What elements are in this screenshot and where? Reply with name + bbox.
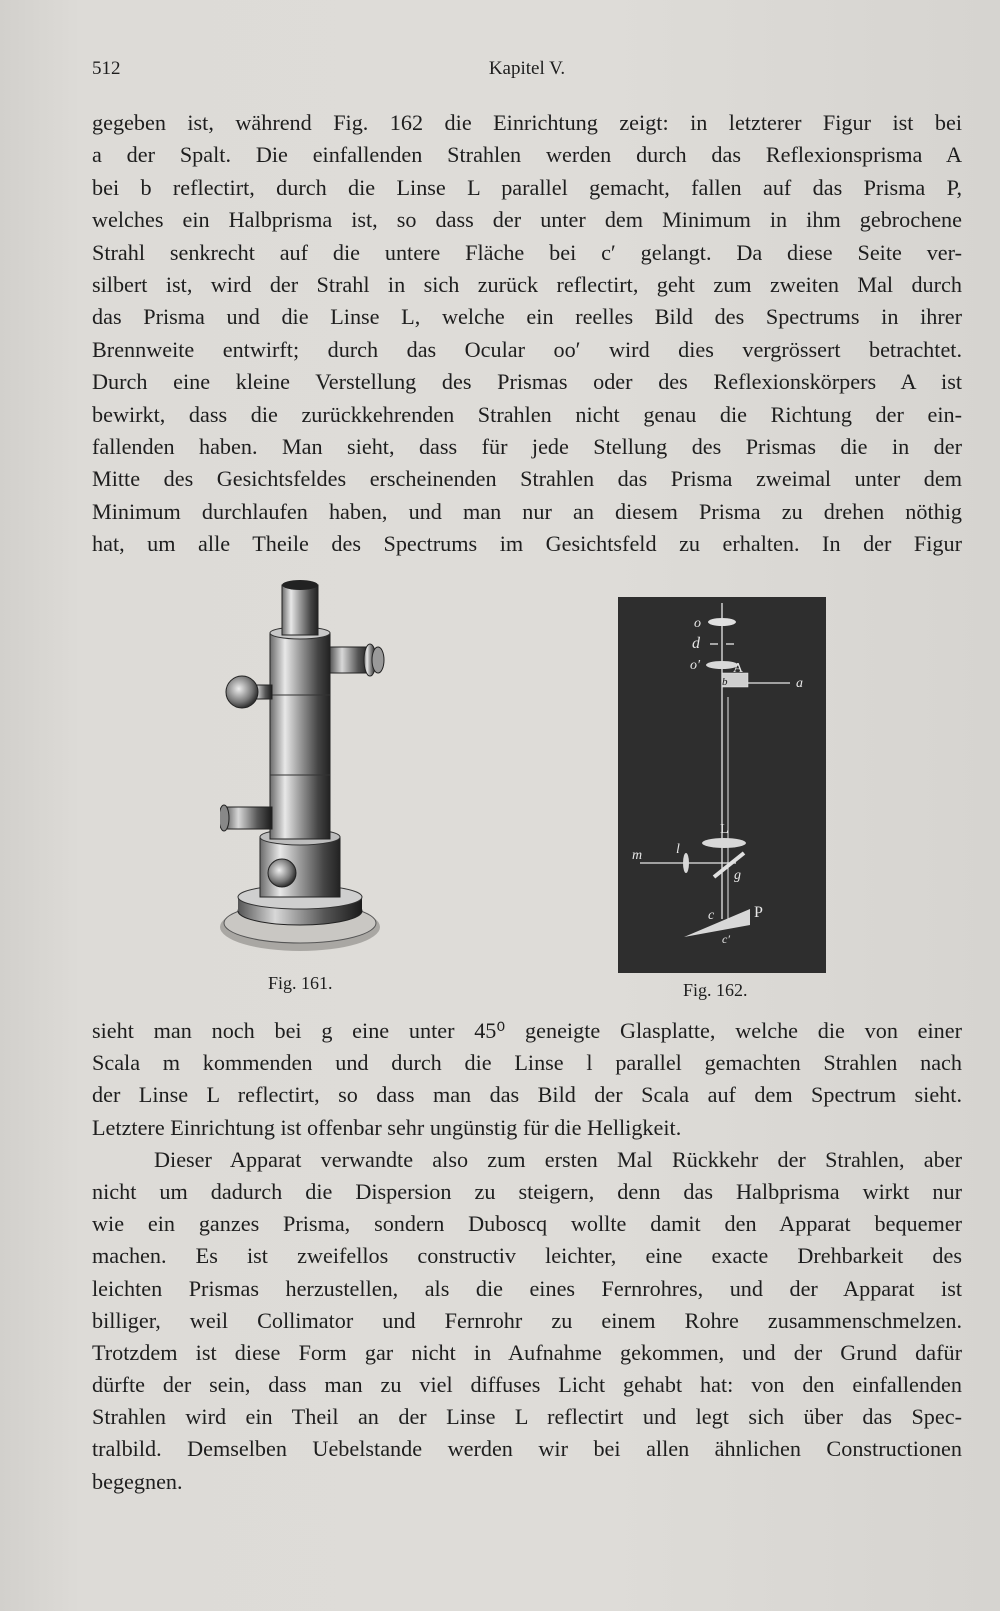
label-c: c <box>708 908 715 923</box>
text-line: welches ein Halbprisma ist, so dass der unter dem Minimum in ihm gebrochene <box>92 207 962 233</box>
text-line: fallenden haben. Man sieht, dass für jede Stellung des Prismas die in der <box>92 433 962 459</box>
label-l: l <box>676 842 680 857</box>
text-line: bewirkt, dass die zurückkehrenden Strahlen nicht genau die Richtung der ein- <box>92 401 962 427</box>
text-line: sieht man noch bei g eine unter 45⁰ geneigte Glasplatte, welche die von einer <box>92 1018 962 1043</box>
paragraph-bottom <box>92 1015 962 1498</box>
text-line: begegnen. <box>92 1468 183 1494</box>
label-A: A <box>733 661 744 676</box>
text-line: Strahlen wird ein Theil an der Linse L reflectirt und legt sich über das Spec- <box>92 1404 962 1430</box>
optical-diagram <box>618 597 826 973</box>
text-line: wie ein ganzes Prisma, sondern Duboscq wollte damit den Apparat bequemer <box>92 1211 962 1237</box>
label-m: m <box>632 848 643 863</box>
label-a: a <box>796 676 803 691</box>
label-P: P <box>754 904 763 921</box>
text-line: das Prisma und die Linse L, welche ein reelles Bild des Spectrums in ihrer <box>92 304 962 330</box>
text-line: billiger, weil Collimator und Fernrohr zu einem Rohre zusammenschmelzen. <box>92 1307 962 1333</box>
figure-161-caption: Fig. 161. <box>268 973 333 993</box>
label-d: d <box>692 635 700 652</box>
text-line: Scala m kommenden und durch die Linse l parallel gemachten Strahlen nach <box>92 1050 962 1076</box>
paragraph-top <box>92 107 962 560</box>
label-L: L <box>720 822 729 837</box>
label-o: o <box>694 616 701 631</box>
text-line: Mitte des Gesichtsfeldes erscheinenden Strahlen das Prisma zweimal unter dem <box>92 466 962 492</box>
text-line: dürfte der sein, dass man zu viel diffuses Licht gehabt hat: von den einfallenden <box>92 1372 962 1398</box>
figure-162-optical-diagram <box>618 597 826 973</box>
figure-161-spectroscope <box>220 575 410 965</box>
text-line: machen. Es ist zweifellos constructiv leichter, eine exacte Drehbarkeit des <box>92 1243 962 1269</box>
text-line: Brennweite entwirft; durch das Ocular oo′ wird dies vergrössert betrachtet. <box>92 336 962 362</box>
text-line: silbert ist, wird der Strahl in sich zurück reflectirt, geht zum zweiten Mal durch <box>92 271 962 297</box>
text-line: Letztere Einrichtung ist offenbar sehr ungünstig für die Helligkeit. <box>92 1114 682 1140</box>
label-b: b <box>722 676 728 688</box>
label-g: g <box>734 868 741 883</box>
text-line: a der Spalt. Die einfallenden Strahlen werden durch das Reflexionsprisma A <box>92 142 962 168</box>
text-line: gegeben ist, während Fig. 162 die Einrichtung zeigt: in letzterer Figur ist bei <box>92 110 962 135</box>
running-head <box>92 58 962 88</box>
page-number: 512 <box>92 58 121 79</box>
text-line: Minimum durchlaufen haben, und man nur an diesem Prisma zu drehen nöthig <box>92 498 962 524</box>
text-line: tralbild. Demselben Uebelstande werden wir bei allen ähnlichen Constructionen <box>92 1436 962 1462</box>
chapter-title: Kapitel V. <box>488 58 566 79</box>
label-c-prime: c′ <box>722 932 730 946</box>
text-line: bei b reflectirt, durch die Linse L parallel gemacht, fallen auf das Prisma P, <box>92 174 962 200</box>
text-line: Dieser Apparat verwandte also zum ersten Mal Rückkehr der Strahlen, aber <box>154 1146 962 1172</box>
text-line: Durch eine kleine Verstellung des Prismas oder des Reflexionskörpers A ist <box>92 369 962 395</box>
text-line: Trotzdem ist diese Form gar nicht in Aufnahme gekommen, und der Grund dafür <box>92 1339 962 1365</box>
label-o-prime: o′ <box>690 658 701 673</box>
text-line: nicht um dadurch die Dispersion zu steigern, denn das Halbprisma wirkt nur <box>92 1178 962 1204</box>
text-line: Strahl senkrecht auf die untere Fläche bei c′ gelangt. Da diese Seite ver- <box>92 239 962 265</box>
spectroscope-illustration <box>220 575 410 965</box>
figure-162-caption: Fig. 162. <box>683 980 748 1000</box>
text-line: der Linse L reflectirt, so dass man das Bild der Scala auf dem Spectrum sieht. <box>92 1082 962 1108</box>
text-line: hat, um alle Theile des Spectrums im Gesichtsfeld zu erhalten. In der Figur <box>92 531 962 557</box>
text-line: leichten Prismas herzustellen, als die eines Fernrohres, und der Apparat ist <box>92 1275 962 1301</box>
